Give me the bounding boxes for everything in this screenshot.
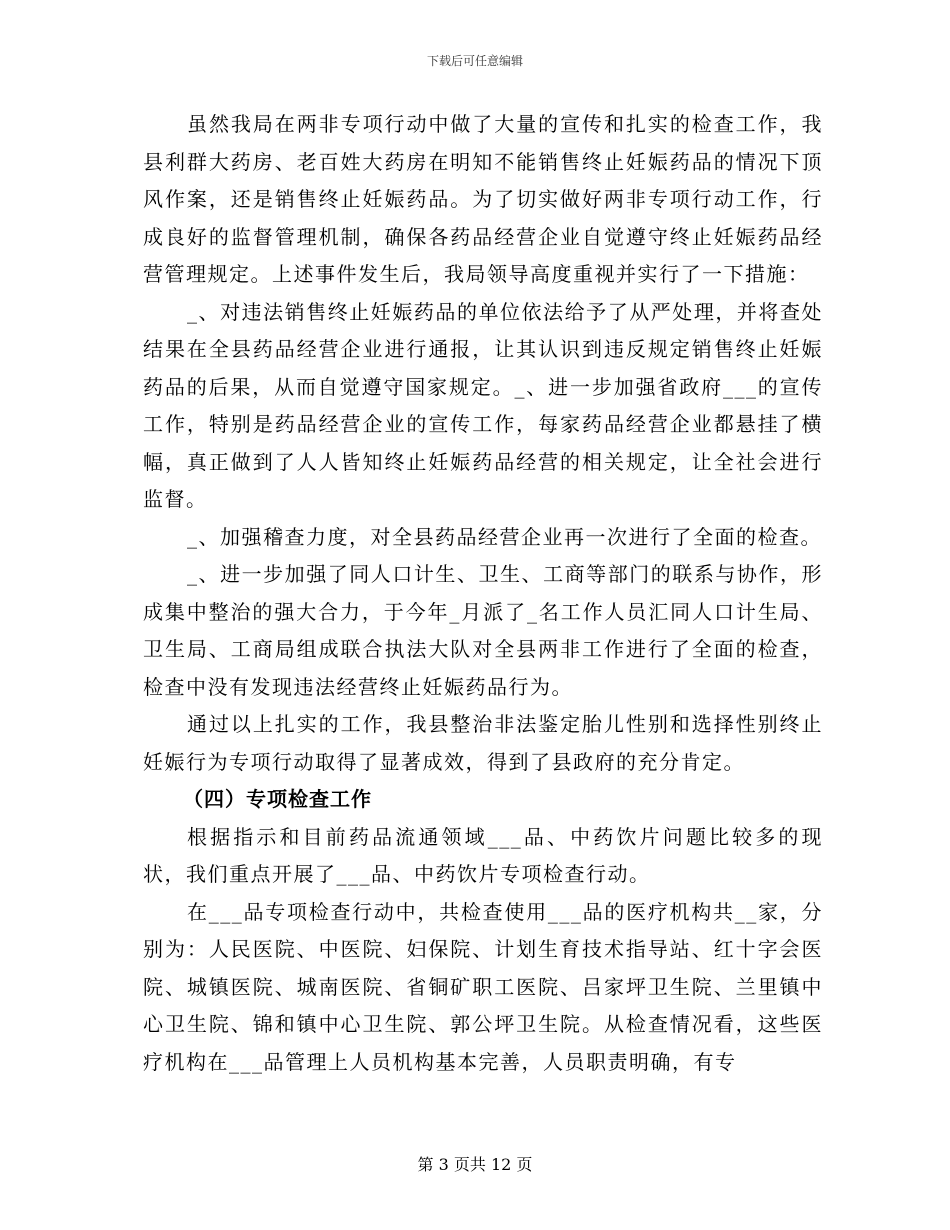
document-body — [143, 106, 823, 1081]
section-heading: （四）专项检查工作 — [183, 787, 372, 811]
paragraph-6: 根据指示和目前药品流通领域___品、中药饮片问题比较多的现状，我们重点开展了___品、中药饮片专项检查行动。 — [143, 824, 823, 886]
paragraph-3: _、加强稽查力度，对全县药品经营企业再一次进行了全面的检查。 — [187, 524, 822, 549]
paragraph-4: _、进一步加强了同人口计生、卫生、工商等部门的联系与协作，形成集中整治的强大合力，于今年_月派了_名工作人员汇同人口计生局、卫生局、工商局组成联合执法大队对全县两非工作进行了全面的检查，检查中没有发现违法经营终止妊娠药品行为。 — [143, 562, 823, 699]
paragraph-2: _、对违法销售终止妊娠药品的单位依法给予了从严处理，并将查处结果在全县药品经营企业进行通报，让其认识到违反规定销售终止妊娠药品的后果，从而自觉遵守国家规定。_、进一步加强省政府___的宣传工作，特别是药品经营企业的宣传工作，每家药品经营企业都悬挂了横幅，真正做到了人人皆知终止妊娠药品经营的相关规定，让全社会进行监督。 — [143, 299, 823, 511]
paragraph-1: 虽然我局在两非专项行动中做了大量的宣传和扎实的检查工作，我县利群大药房、老百姓大药房在明知不能销售终止妊娠药品的情况下顶风作案，还是销售终止妊娠药品。为了切实做好两非专项行动工作，行成良好的监督管理机制，确保各药品经营企业自觉遵守终止妊娠药品经营管理规定。上述事件发生后，我局领导高度重视并实行了一下措施： — [143, 112, 823, 286]
page-header: 下载后可任意编辑 — [426, 54, 523, 68]
paragraph-7: 在___品专项检查行动中，共检查使用___品的医疗机构共__家，分别为：人民医院、中医院、妇保院、计划生育技术指导站、红十字会医院、城镇医院、城南医院、省铜矿职工医院、吕家坪卫生院、兰里镇中心卫生院、锦和镇中心卫生院、郭公坪卫生院。从检查情况看，这些医疗机构在___品管理上人员机构基本完善，人员职责明确，有专 — [143, 899, 823, 1074]
paragraph-5: 通过以上扎实的工作，我县整治非法鉴定胎儿性别和选择性别终止妊娠行为专项行动取得了显著成效，得到了县政府的充分肯定。 — [143, 712, 823, 774]
page-footer: 第 3 页共 12 页 — [417, 1155, 533, 1174]
